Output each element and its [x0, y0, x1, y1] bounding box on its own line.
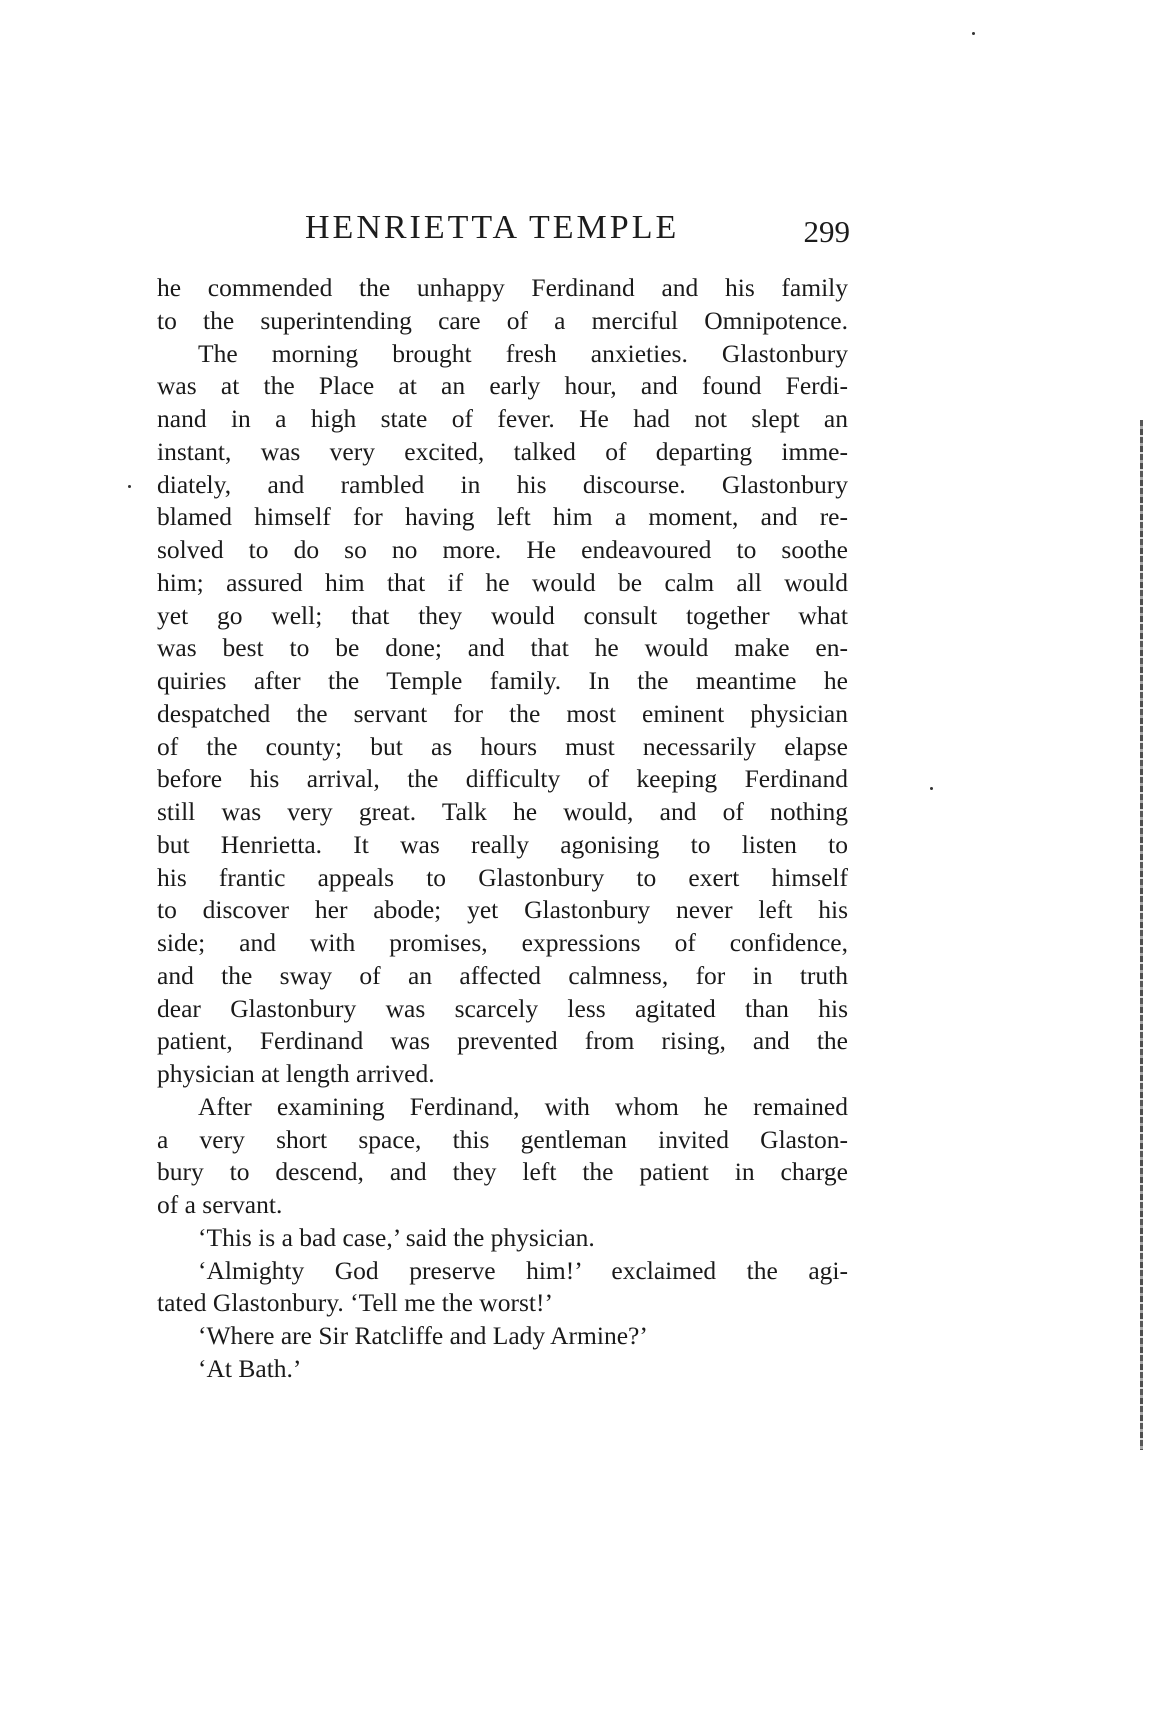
text-line: ‘At Bath.’	[198, 1353, 302, 1383]
text-line: before his arrival, the difficulty of keeping Ferdinand	[157, 764, 848, 794]
text-line: but Henrietta. It was really agonising to listen to	[157, 829, 848, 859]
text-line: him; assured him that if he would be calm all would	[157, 567, 848, 597]
text-line: tated Glastonbury. ‘Tell me the worst!’	[157, 1288, 553, 1318]
text-line: side; and with promises, expressions of confidence,	[157, 928, 848, 957]
text-line: solved to do so no more. He endeavoured to soothe	[157, 535, 848, 564]
page-number: 299	[803, 214, 850, 249]
text-line: yet go well; that they would consult together what	[157, 600, 848, 630]
text-line: diately, and rambled in his discourse. Glastonbury	[157, 469, 848, 499]
text-line: of a servant.	[157, 1190, 283, 1219]
text-line: was best to be done; and that he would make en-	[157, 633, 848, 663]
text-line: blamed himself for having left him a moment, and re-	[157, 502, 848, 532]
text-line: he commended the unhappy Ferdinand and his family	[157, 273, 848, 302]
binding-shadow	[1140, 420, 1143, 1450]
text-line: ‘Almighty God preserve him!’ exclaimed the agi-	[198, 1255, 848, 1285]
running-head	[155, 206, 850, 250]
text-line: to discover her abode; yet Glastonbury never left his	[157, 895, 848, 925]
text-line: was at the Place at an early hour, and found Ferdi-	[157, 371, 848, 401]
paper-speck	[972, 32, 975, 35]
text-line: bury to descend, and they left the patient in charge	[157, 1157, 848, 1187]
text-line: and the sway of an affected calmness, for in truth	[157, 960, 848, 990]
text-line: a very short space, this gentleman invited Glaston-	[157, 1124, 848, 1154]
running-title: HENRIETTA TEMPLE	[305, 209, 680, 246]
text-line: physician at length arrived.	[157, 1059, 435, 1088]
text-line: still was very great. Talk he would, and of nothing	[157, 797, 848, 826]
text-line: dear Glastonbury was scarcely less agitated than his	[157, 993, 848, 1023]
text-line: ‘Where are Sir Ratcliffe and Lady Armine?’	[198, 1321, 648, 1350]
text-line: ‘This is a bad case,’ said the physician.	[198, 1222, 595, 1252]
body-text	[157, 272, 848, 1386]
text-line: his frantic appeals to Glastonbury to exert himself	[157, 862, 848, 892]
text-line: nand in a high state of fever. He had not slept an	[157, 404, 848, 433]
text-line: patient, Ferdinand was prevented from rising, and the	[157, 1026, 848, 1056]
paper-speck	[128, 485, 131, 488]
text-line: to the superintending care of a merciful Omnipotence.	[157, 305, 848, 335]
text-line: instant, was very excited, talked of departing imme-	[157, 436, 848, 466]
text-line: The morning brought fresh anxieties. Glastonbury	[198, 338, 848, 368]
text-line: After examining Ferdinand, with whom he remained	[198, 1091, 848, 1121]
paper-speck	[930, 787, 933, 790]
text-line: quiries after the Temple family. In the meantime he	[157, 666, 848, 695]
text-line: of the county; but as hours must necessarily elapse	[157, 731, 848, 761]
text-line: despatched the servant for the most eminent physician	[157, 698, 848, 728]
